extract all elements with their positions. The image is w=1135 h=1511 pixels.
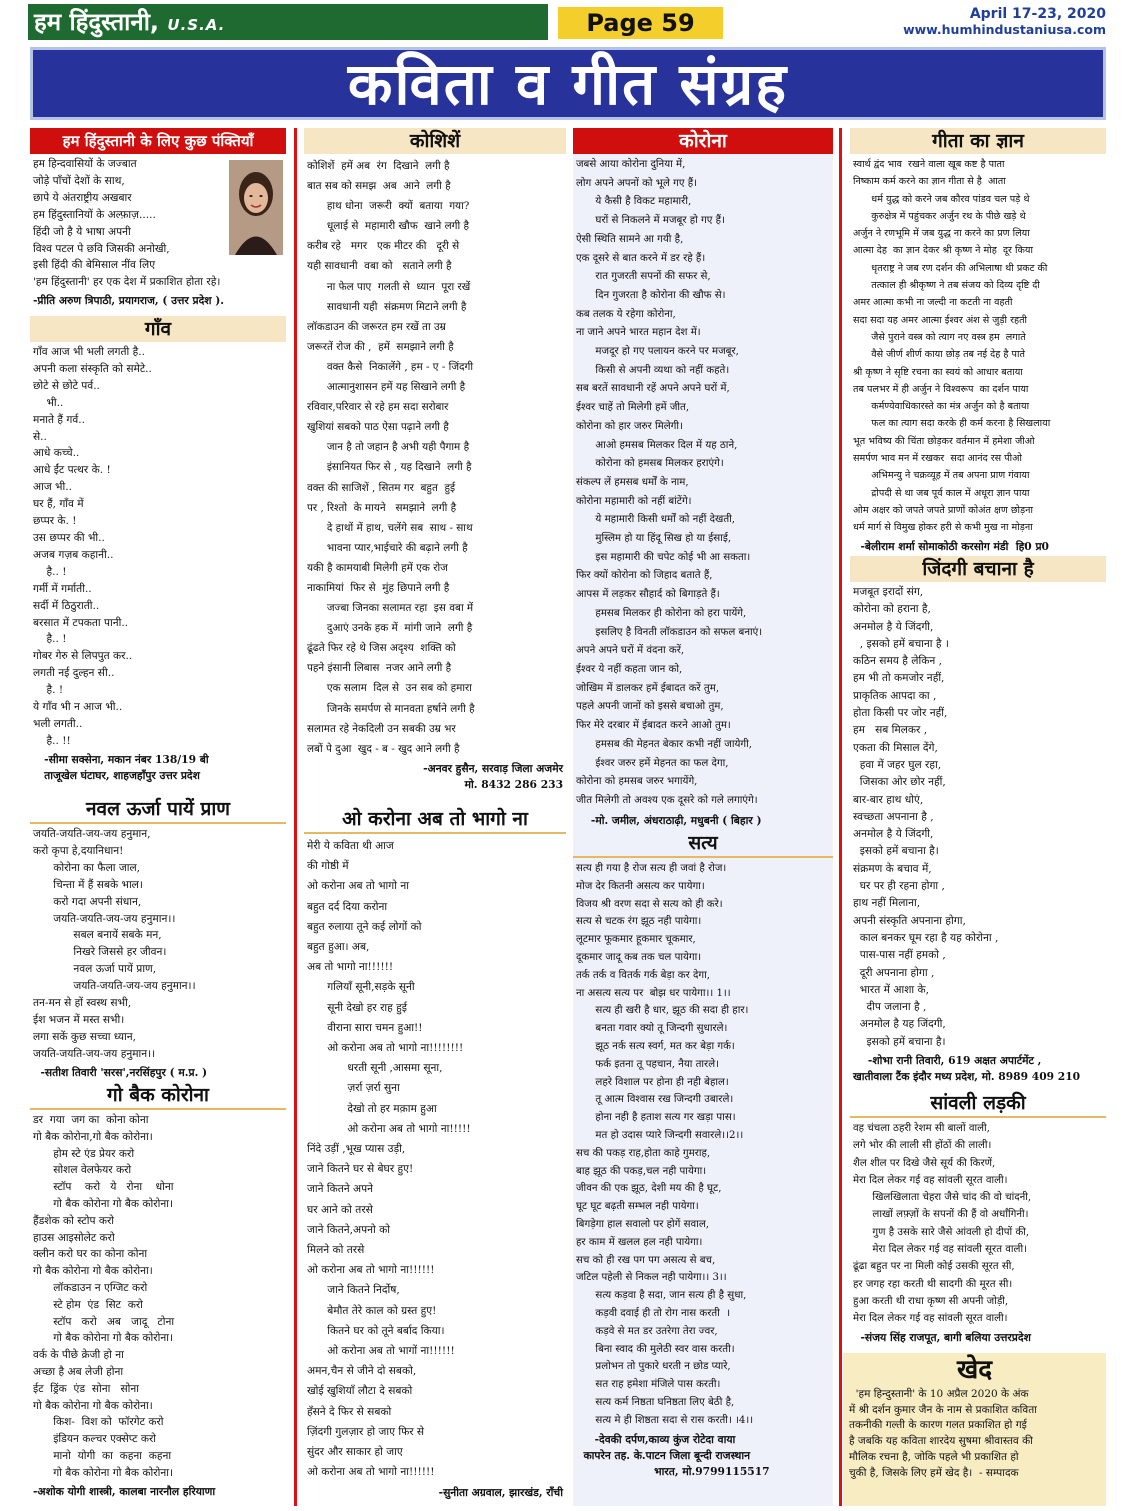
navurja-title: नवल ऊर्जा पायें प्राण [30, 796, 286, 824]
column-4 [850, 128, 1106, 1506]
khed-title: खेद [956, 1355, 993, 1385]
khed-text: 'हम हिन्दुस्तानी' के 10 अप्रैल 2020 के अंक में श्री दर्शन कुमार जैन के नाम से प्रकाशित कविता तकनीकी गल्ती के कारण गलत प्रकाशित हो गई है जबकि यह कविता शारदेय सुषमा श्रीवास्तव की मौलिक रचना है, जोकि पहले भी प्रकाशित हो चुकी है, जिसके लिए हमें खेद है। - सम्पादक [849, 1388, 1037, 1479]
koshishen-text: कोशिशें हमें अब रंग दिखाने लगी है बात सब को समझ अब आने लगी है हाथ धोना जरूरी क्यों बताया गया? धूलाई से महामारी खौफ खाने लगी है करीब रहे मगर एक मीटर की दूरी से यही सावधानी वबा को सताने लगी है ना फेल पाए गलती से ध्यान पूरा रखें सावधानी यही संक्रमण मिटाने लगी है लॉकडाउन की जरूरत हम रखें ता उम्र जरूरतें रोज की , हमें समझाने लगी है वक्त कैसे निकालेंगे , हम - ए - जिंदगी आत्मानुशासन हमें यह सिखाने लगी है रविवार,परिवार से रहे हम सदा सरोबार खुशियां सबको पाठ ऐसा पढ़ाने लगी है जान है तो जहान है अभी यही पैगाम है इंसानियत फिर से , यह दिखाने लगी है वक्त की साजिशें , सितम गर बहुत हुई पर , रिश्तो के मायने समझाने लगी है दे हाथों में हाथ, चलेंगे सब साथ - साथ भावना प्यार,भाईचारे की बढ़ाने लगी है यकी है कामयाबी मिलेगी हमें एक रोज नाकामियां फिर से मुंह छिपाने लगी है जज्बा जिनका सलामत रहा इस वबा में दुआएं उनके हक में मांगी जाने लगी है ढूंढते फिर रहे थे जिस अदृश्य शक्ति को पहने इंसानी लिबास नजर आने लगी है एक सलाम दिल से उन सब को हमारा जिनके समर्पण से मानवता हर्षाने लगी है सलामत रहे नेकदिली उन सबकी उम्र भर लबों पे दुआ खुद - ब - खुद आने लगी है [307, 160, 475, 755]
page-banner [30, 47, 1106, 120]
intro-title: हम हिंदुस्तानी के लिए कुछ पंक्तियाँ [30, 128, 286, 154]
korona-author: -मो. जमील, अंधराठाढ़ी, मधुबनी ( बिहार ) [576, 813, 762, 827]
satya-author: -देवकी दर्पण,काव्य कुंज रोटेदा वाया कापरेन तह. के.पाटन जिला बून्दी राजस्थान भारत, मो.9799115517 [583, 1432, 770, 1478]
paper-name-text: हम हिंदुस्तानी, [34, 8, 160, 36]
website-link[interactable]: www.humhindustaniusa.com [903, 22, 1106, 37]
sanvli-title: सांवली लड़की [850, 1090, 1106, 1118]
gita-author: -बेलीराम शर्मा सोमाकोठी करसोग मंडी हि0 प्र0 [853, 539, 1049, 553]
issue-date: April 17-23, 2020 [969, 6, 1106, 22]
intro-text: हम हिन्दवासियों के जज्बात जोड़े पाँचों देशों के साथ, छापे ये अंतराष्ट्रीय अखबार हम हिंदुस्तानियों के अल्फ़ाज़..... हिंदी जो है ये भाषा अपनी विश्व पटल पे छवि जिसकी अनोखी, इसी हिंदी की बेमिसाल नींव लिए 'हम हिंदुस्तानी' हर एक देश में प्रकाशित होता रहे। [33, 158, 221, 289]
gobak-title: गो बैक कोरोना [30, 1082, 286, 1110]
gita-text: स्वार्थ द्वंद भाव रखने वाला खूब कष्ट है पाता निष्काम कर्म करने का ज्ञान गीता से है आता धर्म युद्ध को करने जब कौरव पांडव चल पड़े थे कुरुक्षेत्र में पहुंचकर अर्जुन रथ के पीछे खड़े थे अर्जुन ने रणभूमि में जब युद्ध ना करने का प्रण लिया आत्मा देह का ज्ञान देकर श्री कृष्ण ने मोह दूर किया धृतराष्ट्र ने जब रण दर्शन की अभिलाषा थी प्रकट की तत्काल ही श्रीकृष्ण ने तब संजय को दिव्य दृष्टि दी अमर आत्मा कभी ना जल्दी ना कटती ना वहती सदा सदा यह अमर आत्मा ईश्वर अंश से जुड़ी रहती जैसे पुराने वस्त्र को त्याग नए वस्त्र हम लगाते वैसे जीर्ण शीर्ण काया छोड़ तब नई देह है पाते श्री कृष्ण ने सृष्टि रचना का स्वयं को आधार बताया तब पलभर में ही अर्जुन ने विश्वरूप का दर्शन पाया कर्मण्येवाधिकारस्ते का मंत्र अर्जुन को है बताया फल का त्याग सदा करके ही कर्म करना है सिखलाया भूत भविष्य की चिंता छोड़कर वर्तमान में हमेशा जीओ समर्पण भाव मन में रखकर सदा आनंद रस पीओ अभिमन्यु ने चक्रव्यूह में तब अपना प्राण गंवाया द्रोपदी से था जब पूर्व काल में अधूरा ज्ञान पाया ओम अक्षर को जपते जपते प्राणों कोअंत क्षण छोड़ना धर्म मार्ग से विमुख होकर हरी से कभी मुख ना मोड़ना [853, 159, 1051, 534]
sanvli-text: वह चंचला ठहरी रेशम सी बालों वाली, लगे भोर की लाली सी होंठों की लाली। शैल शील पर दिखे जैसे सूर्य की किरणें, मेरा दिल लेकर गई वह सांवली सूरत वाली। खिलखिलाता चेहरा जैसे चांद की वो चांदनी, लाखों लफ़्ज़ों के सपनों की हैं वो अर्धांगिनी। गुण है उसके सारे जैसे आंवली हो दीपों की, मेरा दिल लेकर गई वह सांवली सूरत वाली। ढूंढा बहुत पर ना मिली कोई उसकी सूरत सी, हर जगह रहा करती थी सादगी की मूरत सी। हुआ करती थी राधा कृष्ण सी अपनी जोड़ी, मेरा दिल लेकर गई वह सांवली सूरत वाली। [853, 1123, 1032, 1325]
okorona-poem [304, 806, 566, 1501]
zindagi-title: जिंदगी बचाना है [850, 556, 1106, 582]
column-divider [839, 128, 842, 1506]
satya-title: सत्य [573, 830, 833, 858]
gaon-text: गाँव आज भी भली लगती है.. अपनी कला संस्कृति को समेटे.. छोटे से छोटे पर्व.. भी.. मनाते हैं गर्व.. से.. आधे कच्चे.. आधे ईंट पत्थर के. ! आज भी.. घर हैं, गाँव में छप्पर के. ! उस छप्पर की भी.. अजब गज़ब कहानी.. है.. ! गर्मी में गर्माती.. सर्दी में ठिठुराती.. बरसात में टपकता पानी.. है.. ! गोबर गेरु से लिपपुत कर.. लगती नई दुल्हन सी.. है. ! ये गाँव भी न आज भी.. भली लगती.. है.. !! [33, 346, 152, 747]
gaon-title: गाँव [30, 316, 286, 342]
koshishen-poem [304, 128, 566, 793]
okorona-text: मेरी ये कविता थी आज की गोष्ठी में ओ करोना अब तो भागो ना बहुत दर्द दिया करोना बहुत रुलाया तूने कई लोगों को बहुत हुआ। अब, अब तो भागो ना!!!!!! गलियाँ सूनी,सड़के सूनी सूनी देखो हर राह हुई वीराना सारा चमन हुआ!! ओ करोना अब तो भागो ना!!!!!!!! धरती सूनी ,आसमा सूना, ज़र्रा ज़र्रा सुना देखो तो हर मक़ाम हुआ ओ करोना अब तो भागो ना!!!!! निंदे उड़ीं ,भूख प्यास उड़ी, जाने कितने घर से बेघर हुए! जाने कितने अपने घर आने को तरसे जाने कितने,अपनो को मिलने को तरसे ओ करोना अब तो भागो ना!!!!!! जाने कितने निर्दोष, बेमौत तेरे काल को ग्रस्त हुए! कितने घर को तूने बर्बाद किया। ओ करोना अब तो भागों ना!!!!!! अमन,चैन से जीने दो सबको, खोई खुशियाँ लौटा दे सबको हँसने दे फिर से सबको ज़िंदगी गुलज़ार हो जाए फिर से सुंदर और साकार हो जाए ओ करोना अब तो भागो ना!!!!!! [307, 840, 471, 1479]
masthead [28, 4, 1106, 42]
paper-usa: U.S.A. [167, 16, 226, 34]
okorona-author: -सुनीता अग्रवाल, झारखंड, राँची [438, 1485, 563, 1499]
gaon-poem [30, 316, 286, 784]
korona-title: कोरोना [573, 128, 833, 154]
intro-poem [30, 128, 286, 308]
portrait-image [229, 160, 283, 255]
zindagi-text: मजबूत इरादों संग, कोरोना को हराना है, अनमोल है ये जिंदगी, , इसको हमें बचाना है । कठिन समय है लेकिन , हम भी तो कमजोर नहीं, प्राकृतिक आपदा का , होता किसी पर जोर नहीं, हम सब मिलकर , एकता की मिसाल देंगे, हवा में जहर घुल रहा, जिसका ओर छोर नहीं, बार-बार हाथ धोएं, स्वच्छता अपनाना है , अनमोल है ये जिंदगी, इसको हमें बचाना है। संक्रमण के बचाव में, घर पर ही रहना होगा , हाथ नहीं मिलाना, अपनी संस्कृति अपनाना होगा, काल बनकर घूम रहा है यह कोरोना , पास-पास नहीं हमको , दूरी अपनाना होगा , भारत में आशा के, दीप जलाना है , अनमोल है यह जिंदगी, इसको हमें बचाना है। [853, 586, 999, 1048]
navurja-poem [30, 796, 286, 1081]
column-2 [304, 128, 566, 1506]
intro-author: -प्रीति अरुण त्रिपाठी, प्रयागराज, ( उत्तर प्रदेश ). [33, 294, 225, 308]
sanvli-author: -संजय सिंह राजपूत, बागी बलिया उत्तरप्रदेश [853, 1330, 1031, 1344]
gita-poem [850, 128, 1106, 555]
korona-text: जबसे आया कोरोना दुनिया में, लोग अपने अपनों को भूले गए हैं। ये कैसी है विकट महामारी, घरों से निकलने में मजबूर हो गए हैं। ऐसी स्थिति सामने आ गयी है, एक दूसरे से बात करने में डर रहे हैं। रात गुजरती सपनों की सफर से, दिन गुजरता है कोरोना की खौफ से। कब तलक ये रहेगा कोरोना, ना जाने अपने भारत महान देश में। मजदूर हो गए पलायन करने पर मजबूर, किसी से अपनी व्यथा को नहीं कहते। सब बरतें सावधानी रहें अपने अपने घरों में, ईश्वर चाहें तो मिलेगी हमें जीत, कोरोना को हार जरुर मिलेगी। आओ हमसब मिलकर दिल में यह ठाने, कोरोना को हमसब मिलकर हराएंगे। संकल्प लें हमसब धर्मों के नाम, कोरोना महामारी को नहीं बांटेंगे। ये महामारी किसी धर्मों को नहीं देखती, मुस्लिम हो या हिंदू सिख हो या ईसाई, इस महामारी की चपेट कोई भी आ सकता। फिर क्यों कोरोना को जिहाद बताते हैं, आपस में लड़कर सौहार्द को बिगाड़ते हैं। हमसब मिलकर ही कोरोना को हरा पायेंगे, इसलिए है विनती लॉकडाउन को सफल बनाएं। अपने अपने घरों में वंदना करें, ईश्वर ये नहीं कहता जान को, जोखिम में डालकर हमें ईबादत करें तुम, पहले अपनी जानों को इससे बचाओ तुम, फिर मेरे दरबार में ईबादत करने आओ तुम। हमसब की मेहनत बेकार कभी नहीं जायेगी, ईश्वर जरुर हमें मेहनत का फल देगा, कोरोना को हमसब जरुर भगायेंगे, जीत मिलेगी तो अवश्य एक दूसरे को गले लगाएंगे। [576, 159, 763, 806]
navurja-author: -सतीश तिवारी 'सरस',नरसिंहपुर ( म.प्र. ) [33, 1065, 208, 1079]
sanvli-poem [850, 1090, 1106, 1346]
author-photo [229, 160, 283, 255]
banner-title: कविता व गीत संग्रह [347, 50, 789, 118]
gobak-author: -अशोक योगी शास्त्री, कालबा नारनौल हरियाणा [33, 1484, 216, 1498]
khed-notice [843, 1353, 1106, 1506]
zindagi-author: -शोभा रानी तिवारी, 619 अक्षत अपार्टमेंट , खातीवाला टैंक इंदौर मध्य प्रदेश, मो. 8989 409 210 [853, 1054, 1081, 1084]
satya-text: सत्य ही गया है रोज सत्य ही जवां है रोज। मोज देर कितनी असत्य कर पायेगा। विजय श्री वरण सदा से सत्य को ही करे। सत्य से चटक रंग झूठ नही पायेगा। लूटमार फूकमार हूकमार चूकमार, दूकमार जादू कब तक चल पायेगा। तर्क तर्क व वितर्क गर्क बेड़ा कर देगा, ना असत्य सत्य पर बोझ धर पायेगा।। 1।। सत्य ही खरी है धार, झूठ की सदा ही हार। बनता गवार क्यो तू जिन्दगी सुधारले। झूठ नर्क सत्य स्वर्ग, मत कर बेड़ा गर्क। फर्क इतना तू पहचान, नैया तारले। लहरे विशाल पर होना ही नही बेहाल। तू आत्म विश्वास रख जिन्दगी उबारले। होना नही है हताश सत्य गर खड़ा पास। मत हो उदास प्यारे जिन्दगी सवारले।।2।। सच की पकड़ राह,होता काहे गुमराह, बाह झूठ की पकड़,चल नही पायेगा। जीवन की एक झूठ, देशी मय की है घूट, घूट घूट बढ़ती सम्भल नही पायेगा। बिगड़ेगा हाल सवालो पर होगें सवाल, हर काम में खलल हल नही पायेगा। सच को ही रख पग पग असत्य से बच, जटिल पहेली से निकल नही पायेगा।। 3।। सत्य कड़वा है सदा, जान सत्य ही है सुधा, कड़वी दवाई ही तो रोग नास करती । कड़वे से मत डर उतरेगा तेरा ज्वर, बिना स्वाद की मुलेठी स्वर वास करती। प्रलोभन तो पुकारे धरती न छोड प्यारे, सत राह हमेशा मंजिले पास करती। सत्य कर्म निष्ठता घनिष्ठता लिए बेठी है, सत्य मे ही शिष्ठता सदा से रास करती। ।4।। [576, 863, 754, 1426]
korona-poem [573, 128, 833, 829]
gobak-poem [30, 1082, 286, 1500]
column-1 [30, 128, 286, 1506]
paper-name [28, 4, 548, 40]
gaon-author: -सीमा सक्सेना, मकान नंबर 138/19 बी ताजूखेल घंटाघर, शाहजहाँपुर उत्तर प्रदेश [44, 752, 209, 782]
column-divider [294, 128, 297, 1506]
okorona-title: ओ करोना अब तो भागो ना [304, 806, 566, 834]
koshishen-title: कोशिशें [304, 128, 566, 154]
koshishen-author: -अनवर हुसैन, सरवाड़ जिला अजमेर मो. 8432 286 233 [423, 761, 563, 791]
date-block [903, 6, 1106, 38]
gobak-text: डर गया जग का कोना कोना गो बैक कोरोना,गो बैक कोरोना। होम स्टे एंड प्रेयर करो सोशल वेलफेयर करो स्टॉप करो ये रोना धोना गो बैक कोरोना गो बैक कोरोना। हैंडशेक को स्टोप करो हाउस आइसोलेट करो क्लीन करो घर का कोना कोना गो बैक कोरोना गो बैक कोरोना। लॉकडाउन न एग्जिट करो स्टे होम एंड सिट करो स्टॉप करो अब जादू टोना गो बैक कोरोना गो बैक कोरोना। वर्क के पीछे क्रेजी हो ना अच्छा है अब लेजी होना ईट ड्रिंक एंड सोना सोना गो बैक कोरोना गो बैक कोरोना। किश- विश को फॉरगेट करो इंडियन कल्चर एक्सेप्ट करो मानो योगी का कहना कहना गो बैक कोरोना गो बैक कोरोना। [33, 1114, 175, 1479]
zindagi-poem [850, 556, 1106, 1085]
page-number: Page 59 [558, 7, 723, 39]
column-3 [573, 128, 833, 1506]
gita-title: गीता का ज्ञान [850, 128, 1106, 154]
navurja-text: जयति-जयति-जय-जय हनुमान, करो कृपा हे,दयानिधान! कोरोना का फैला जाल, चिन्ता में हैं सबके भाल। करो गदा अपनी संधान, जयति-जयति-जय-जय हनुमान।। सबल बनायें सबके मन, निखरे जिससे हर जीवन। नवल ऊर्जा पायें प्राण, जयति-जयति-जय-जय हनुमान।। तन-मन से हों स्वस्थ सभी, ईश भजन में मस्त सभी। लगा सकें कुछ सच्चा ध्यान, जयति-जयति-जय-जय हनुमान।। [33, 828, 196, 1060]
satya-poem [573, 830, 833, 1480]
